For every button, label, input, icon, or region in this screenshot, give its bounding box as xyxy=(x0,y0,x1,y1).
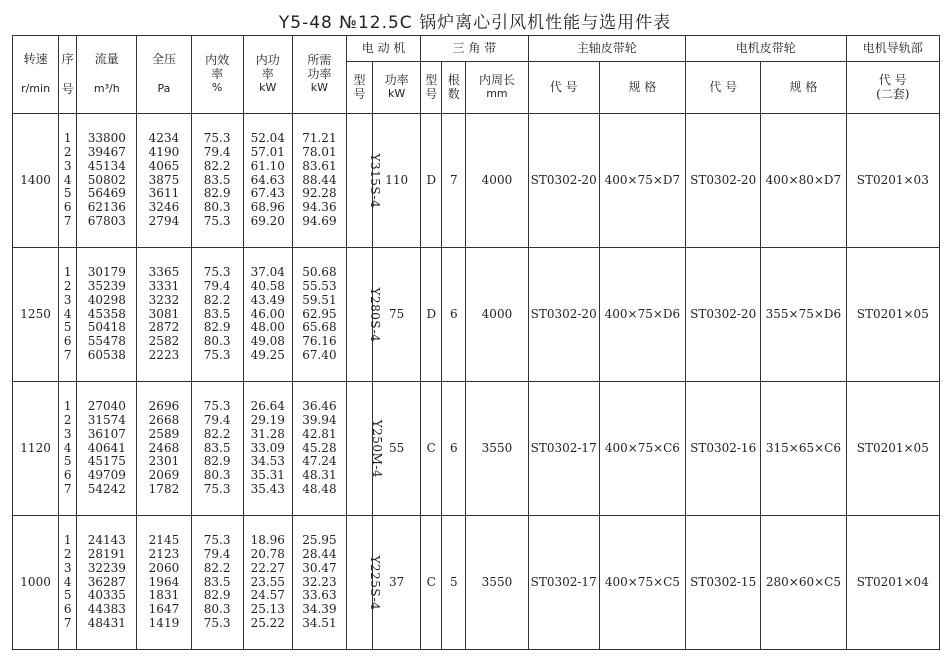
belt-group-header: 三 角 带 xyxy=(421,36,528,62)
req-power-value: 47.24 xyxy=(302,454,337,469)
belt-count-label: 根 xyxy=(447,72,460,87)
req-power-value: 48.31 xyxy=(302,468,337,483)
req-power-list xyxy=(292,114,346,248)
belt-length-value: 3550 xyxy=(466,382,528,516)
motor-power-value: 55 xyxy=(373,382,421,516)
rail-code-value: ST0201×03 xyxy=(846,114,939,248)
req-power-header xyxy=(292,36,346,114)
seq-value: 2 xyxy=(63,413,72,427)
motor-model-label-2: 号 xyxy=(353,86,366,101)
efficiency-list xyxy=(191,248,243,382)
seq-value: 2 xyxy=(63,279,72,293)
flow-label: 流量 xyxy=(94,52,119,67)
inner-power-list xyxy=(243,516,292,650)
pressure-value: 2060 xyxy=(148,560,180,575)
speed-value: 1000 xyxy=(13,516,59,650)
flow-value: 36287 xyxy=(87,574,126,589)
inner-power-value: 35.31 xyxy=(250,468,285,483)
pressure-value: 2589 xyxy=(148,426,180,441)
main-pulley-spec-value: 400×75×D6 xyxy=(599,248,685,382)
main-pulley-code-value: ST0302-17 xyxy=(528,516,599,650)
seq-list xyxy=(59,248,77,382)
motor-power-unit: kW xyxy=(388,87,406,101)
req-power-value: 45.28 xyxy=(302,440,337,455)
seq-list xyxy=(59,114,77,248)
seq-label-2: 号 xyxy=(61,81,74,96)
efficiency-list xyxy=(191,114,243,248)
main-code-header: 代 号 xyxy=(528,62,599,114)
inner-power-value: 23.55 xyxy=(250,574,285,589)
flow-list xyxy=(77,114,137,248)
req-power-value: 78.01 xyxy=(302,145,337,159)
flow-value: 24143 xyxy=(87,533,126,548)
speed-group-row xyxy=(13,516,940,650)
belt-length-header xyxy=(466,62,528,114)
req-power-value: 67.40 xyxy=(302,347,337,362)
req-power-value: 59.51 xyxy=(302,292,337,307)
motor-model-value: Y280S-4 xyxy=(368,287,383,342)
rail-code-label: 代 号 xyxy=(878,72,907,87)
belt-count-value: 6 xyxy=(442,382,466,516)
req-power-value: 76.16 xyxy=(302,334,337,349)
req-power-value: 34.39 xyxy=(302,602,337,617)
pressure-value: 4065 xyxy=(148,158,180,173)
seq-value: 1 xyxy=(63,533,72,548)
belt-type-value: C xyxy=(421,516,442,650)
seq-value: 3 xyxy=(63,292,72,307)
flow-value: 32239 xyxy=(87,560,126,575)
seq-value: 6 xyxy=(63,200,72,215)
pressure-list xyxy=(137,516,191,650)
efficiency-label: 内效 xyxy=(205,53,230,68)
seq-value: 5 xyxy=(63,454,72,469)
flow-value: 60538 xyxy=(87,347,126,362)
inner-power-value: 18.96 xyxy=(250,533,285,548)
inner-power-value: 37.04 xyxy=(250,265,285,280)
inner-power-value: 46.00 xyxy=(250,306,285,321)
seq-list xyxy=(59,382,77,516)
pressure-value: 1419 xyxy=(148,615,180,630)
efficiency-value: 75.3 xyxy=(203,533,231,548)
req-power-value: 28.44 xyxy=(302,547,337,561)
flow-value: 44383 xyxy=(87,602,126,617)
seq-value: 1 xyxy=(63,265,72,280)
belt-length-unit: mm xyxy=(486,87,508,101)
req-power-value: 71.21 xyxy=(302,131,337,146)
req-power-value: 42.81 xyxy=(302,426,337,441)
efficiency-unit: % xyxy=(211,80,223,94)
inner-power-header xyxy=(243,36,292,114)
flow-list xyxy=(77,382,137,516)
inner-power-value: 43.49 xyxy=(250,292,285,307)
inner-power-value: 29.19 xyxy=(250,413,285,427)
motor-model-header xyxy=(346,62,372,114)
seq-value: 4 xyxy=(63,440,72,455)
belt-count-value: 5 xyxy=(442,516,466,650)
flow-value: 45134 xyxy=(87,158,126,173)
pressure-value: 3875 xyxy=(148,172,180,187)
inner-power-value: 57.01 xyxy=(250,145,285,159)
seq-label: 序 xyxy=(61,51,74,66)
speed-value: 1250 xyxy=(13,248,59,382)
motor-pulley-spec-value: 355×75×D6 xyxy=(761,248,846,382)
flow-header xyxy=(77,36,137,114)
req-power-value: 62.95 xyxy=(302,306,337,321)
seq-value: 7 xyxy=(63,481,72,496)
flow-value: 55478 xyxy=(87,334,126,349)
efficiency-value: 82.2 xyxy=(203,426,231,441)
req-power-value: 50.68 xyxy=(302,265,337,280)
flow-value: 50418 xyxy=(87,320,126,335)
seq-list xyxy=(59,516,77,650)
req-power-value: 92.28 xyxy=(302,186,337,201)
belt-type-header xyxy=(421,62,442,114)
inner-power-value: 61.10 xyxy=(250,158,285,173)
seq-value: 5 xyxy=(63,186,72,201)
req-power-list xyxy=(292,248,346,382)
req-power-value: 33.63 xyxy=(302,588,337,603)
flow-value: 30179 xyxy=(87,265,126,280)
inner-power-value: 22.27 xyxy=(250,560,285,575)
pressure-value: 1831 xyxy=(148,588,180,603)
efficiency-list xyxy=(191,382,243,516)
efficiency-value: 83.5 xyxy=(203,306,231,321)
pressure-value: 4190 xyxy=(148,145,180,159)
efficiency-value: 80.3 xyxy=(203,334,231,349)
efficiency-value: 82.9 xyxy=(203,454,231,469)
req-power-value: 88.44 xyxy=(302,172,337,187)
seq-value: 6 xyxy=(63,468,72,483)
inner-power-value: 34.53 xyxy=(250,454,285,469)
efficiency-value: 83.5 xyxy=(203,440,231,455)
speed-label: 转速 xyxy=(23,52,48,67)
speed-group-row xyxy=(13,248,940,382)
inner-power-value: 64.63 xyxy=(250,172,285,187)
seq-value: 7 xyxy=(63,615,72,630)
pressure-value: 2696 xyxy=(148,399,180,414)
pressure-value: 3611 xyxy=(148,186,180,201)
pressure-value: 3365 xyxy=(148,265,180,280)
inner-power-list xyxy=(243,248,292,382)
pressure-value: 2301 xyxy=(148,454,180,469)
req-power-value: 55.53 xyxy=(302,279,337,293)
flow-list xyxy=(77,248,137,382)
inner-power-value: 49.25 xyxy=(250,347,285,362)
rail-code-header xyxy=(846,62,939,114)
req-power-label-2: 功率 xyxy=(307,67,332,82)
pressure-value: 2468 xyxy=(148,440,180,455)
efficiency-list xyxy=(191,516,243,650)
belt-type-value: D xyxy=(421,248,442,382)
efficiency-value: 79.4 xyxy=(203,279,231,293)
flow-value: 54242 xyxy=(87,481,126,496)
inner-power-value: 68.96 xyxy=(250,200,285,215)
pressure-value: 2223 xyxy=(148,347,180,362)
efficiency-value: 75.3 xyxy=(203,347,231,362)
pressure-value: 3232 xyxy=(148,292,180,307)
motor-power-label: 功率 xyxy=(384,73,409,88)
pressure-value: 1647 xyxy=(148,602,180,617)
flow-value: 27040 xyxy=(87,399,126,414)
inner-power-value: 48.00 xyxy=(250,320,285,335)
motor-power-value: 37 xyxy=(373,516,421,650)
pressure-unit: Pa xyxy=(157,82,171,96)
flow-value: 40641 xyxy=(87,440,126,455)
req-power-value: 65.68 xyxy=(302,320,337,335)
pressure-value: 2145 xyxy=(148,533,180,548)
req-power-value: 36.46 xyxy=(302,399,337,414)
speed-value: 1400 xyxy=(13,114,59,248)
flow-value: 36107 xyxy=(87,426,126,441)
rail-code-value: ST0201×05 xyxy=(846,248,939,382)
inner-power-value: 31.28 xyxy=(250,426,285,441)
belt-count-header xyxy=(442,62,466,114)
inner-power-value: 52.04 xyxy=(250,131,285,146)
efficiency-value: 75.3 xyxy=(203,399,231,414)
belt-length-value: 4000 xyxy=(466,248,528,382)
seq-value: 4 xyxy=(63,574,72,589)
seq-value: 1 xyxy=(63,399,72,414)
seq-value: 4 xyxy=(63,172,72,187)
seq-value: 4 xyxy=(63,306,72,321)
pressure-label: 全压 xyxy=(151,52,176,67)
flow-value: 67803 xyxy=(87,213,126,228)
motor-model-value: Y315S-4 xyxy=(368,153,383,208)
efficiency-value: 83.5 xyxy=(203,172,231,187)
motor-model-cell xyxy=(346,114,383,248)
efficiency-value: 79.4 xyxy=(203,145,231,159)
inner-power-value: 49.08 xyxy=(250,334,285,349)
efficiency-value: 82.2 xyxy=(203,292,231,307)
main-pulley-spec-value: 400×75×C6 xyxy=(599,382,685,516)
req-power-value: 32.23 xyxy=(302,574,337,589)
flow-value: 62136 xyxy=(87,200,126,215)
req-power-value: 94.69 xyxy=(302,213,337,228)
inner-power-value: 40.58 xyxy=(250,279,285,293)
motor-power-value: 75 xyxy=(373,248,421,382)
efficiency-value: 80.3 xyxy=(203,468,231,483)
rail-code-value: ST0201×04 xyxy=(846,516,939,650)
main-pulley-code-value: ST0302-17 xyxy=(528,382,599,516)
main-pulley-spec-value: 400×75×D7 xyxy=(599,114,685,248)
inner-power-value: 20.78 xyxy=(250,547,285,561)
efficiency-label-2: 率 xyxy=(211,67,224,82)
inner-power-label: 内功 xyxy=(255,53,280,68)
pressure-value: 2794 xyxy=(148,213,180,228)
efficiency-value: 82.2 xyxy=(203,158,231,173)
seq-value: 5 xyxy=(63,588,72,603)
seq-header xyxy=(59,36,77,114)
performance-table xyxy=(12,35,940,650)
speed-header xyxy=(13,36,59,114)
inner-power-value: 26.64 xyxy=(250,399,285,414)
belt-count-value: 6 xyxy=(442,248,466,382)
req-power-list xyxy=(292,516,346,650)
req-power-value: 39.94 xyxy=(302,413,337,427)
seq-value: 3 xyxy=(63,158,72,173)
belt-length-value: 3550 xyxy=(466,516,528,650)
flow-value: 33800 xyxy=(87,131,126,146)
efficiency-value: 82.9 xyxy=(203,320,231,335)
req-power-value: 25.95 xyxy=(302,533,337,548)
pressure-value: 3246 xyxy=(148,200,180,215)
motor-power-value: 110 xyxy=(373,114,421,248)
motor-power-header xyxy=(373,62,421,114)
belt-count-value: 7 xyxy=(442,114,466,248)
req-power-value: 83.61 xyxy=(302,158,337,173)
flow-list xyxy=(77,516,137,650)
pressure-value: 2582 xyxy=(148,334,180,349)
req-power-value: 94.36 xyxy=(302,200,337,215)
req-power-label: 所需 xyxy=(307,53,332,68)
seq-value: 7 xyxy=(63,347,72,362)
seq-value: 6 xyxy=(63,602,72,617)
motor-group-header: 电 动 机 xyxy=(346,36,420,62)
seq-value: 3 xyxy=(63,560,72,575)
seq-value: 2 xyxy=(63,547,72,561)
req-power-list xyxy=(292,382,346,516)
efficiency-value: 82.9 xyxy=(203,588,231,603)
rail-code-label-2: (二套) xyxy=(876,86,910,101)
efficiency-value: 75.3 xyxy=(203,265,231,280)
seq-value: 5 xyxy=(63,320,72,335)
seq-value: 7 xyxy=(63,213,72,228)
req-power-unit: kW xyxy=(310,80,329,94)
motor-pulley-spec-value: 280×60×C5 xyxy=(761,516,846,650)
belt-length-value: 4000 xyxy=(466,114,528,248)
efficiency-value: 75.3 xyxy=(203,131,231,146)
flow-value: 45175 xyxy=(87,454,126,469)
inner-power-list xyxy=(243,382,292,516)
req-power-value: 34.51 xyxy=(302,615,337,630)
inner-power-list xyxy=(243,114,292,248)
motor-pulley-code-value: ST0302-20 xyxy=(686,114,761,248)
flow-value: 39467 xyxy=(87,145,126,159)
inner-power-value: 35.43 xyxy=(250,481,285,496)
motor-spec-header: 规 格 xyxy=(761,62,846,114)
pressure-value: 3331 xyxy=(148,279,180,293)
seq-value: 3 xyxy=(63,426,72,441)
seq-value: 2 xyxy=(63,145,72,159)
motor-model-value: Y250M-4 xyxy=(370,419,385,478)
belt-count-label-2: 数 xyxy=(447,86,460,101)
belt-length-label: 内周长 xyxy=(478,73,515,88)
speed-group-row xyxy=(13,382,940,516)
efficiency-value: 80.3 xyxy=(203,200,231,215)
belt-type-value: D xyxy=(421,114,442,248)
flow-value: 48431 xyxy=(87,615,126,630)
flow-value: 40335 xyxy=(87,588,126,603)
efficiency-value: 80.3 xyxy=(203,602,231,617)
motor-model-value: Y225S-4 xyxy=(368,555,383,610)
pressure-list xyxy=(137,382,191,516)
motor-pulley-group-header: 电机皮带轮 xyxy=(686,36,847,62)
main-pulley-group-header: 主轴皮带轮 xyxy=(528,36,686,62)
motor-model-cell xyxy=(346,248,383,382)
seq-value: 6 xyxy=(63,334,72,349)
flow-value: 31574 xyxy=(87,413,126,427)
flow-value: 28191 xyxy=(87,547,126,561)
efficiency-value: 79.4 xyxy=(203,413,231,427)
pressure-value: 2872 xyxy=(148,320,180,335)
efficiency-header xyxy=(191,36,243,114)
rail-group-header: 电机导轨部 xyxy=(846,36,939,62)
main-pulley-code-value: ST0302-20 xyxy=(528,248,599,382)
flow-value: 40298 xyxy=(87,292,126,307)
efficiency-value: 79.4 xyxy=(203,547,231,561)
efficiency-value: 75.3 xyxy=(203,481,231,496)
main-pulley-spec-value: 400×75×C5 xyxy=(599,516,685,650)
inner-power-value: 33.09 xyxy=(250,440,285,455)
motor-pulley-code-value: ST0302-15 xyxy=(686,516,761,650)
inner-power-value: 67.43 xyxy=(250,186,285,201)
pressure-value: 3081 xyxy=(148,306,180,321)
efficiency-value: 75.3 xyxy=(203,213,231,228)
pressure-value: 2069 xyxy=(148,468,180,483)
flow-value: 35239 xyxy=(87,279,126,293)
speed-group-row xyxy=(13,114,940,248)
flow-value: 56469 xyxy=(87,186,126,201)
inner-power-label-2: 率 xyxy=(261,67,274,82)
motor-model-cell xyxy=(346,516,383,650)
speed-unit: r/min xyxy=(21,82,51,96)
pressure-value: 2123 xyxy=(148,547,180,561)
efficiency-value: 75.3 xyxy=(203,615,231,630)
motor-model-label: 型 xyxy=(353,72,366,87)
header-row-top xyxy=(13,36,940,62)
pressure-value: 1964 xyxy=(148,574,180,589)
speed-value: 1120 xyxy=(13,382,59,516)
pressure-value: 1782 xyxy=(148,481,180,496)
motor-code-header: 代 号 xyxy=(686,62,761,114)
belt-type-value: C xyxy=(421,382,442,516)
pressure-list xyxy=(137,248,191,382)
belt-type-label-2: 号 xyxy=(425,86,438,101)
seq-value: 1 xyxy=(63,131,72,146)
rail-code-value: ST0201×05 xyxy=(846,382,939,516)
pressure-value: 4234 xyxy=(148,131,180,146)
inner-power-value: 24.57 xyxy=(250,588,285,603)
belt-type-label: 型 xyxy=(425,72,438,87)
motor-pulley-code-value: ST0302-20 xyxy=(686,248,761,382)
efficiency-value: 83.5 xyxy=(203,574,231,589)
inner-power-value: 69.20 xyxy=(250,213,285,228)
pressure-header xyxy=(137,36,191,114)
inner-power-unit: kW xyxy=(259,80,277,94)
main-spec-header: 规 格 xyxy=(599,62,685,114)
req-power-value: 30.47 xyxy=(302,560,337,575)
flow-value: 45358 xyxy=(87,306,126,321)
pressure-list xyxy=(137,114,191,248)
motor-pulley-code-value: ST0302-16 xyxy=(686,382,761,516)
motor-model-cell xyxy=(346,382,385,516)
efficiency-value: 82.2 xyxy=(203,560,231,575)
page-title: Y5-48 №12.5C 锅炉离心引风机性能与选用件表 xyxy=(278,13,672,33)
motor-pulley-spec-value: 400×80×D7 xyxy=(761,114,846,248)
flow-value: 49709 xyxy=(87,468,126,483)
inner-power-value: 25.13 xyxy=(250,602,285,617)
efficiency-value: 82.9 xyxy=(203,186,231,201)
flow-unit: m³/h xyxy=(93,82,120,96)
motor-pulley-spec-value: 315×65×C6 xyxy=(761,382,846,516)
main-pulley-code-value: ST0302-20 xyxy=(528,114,599,248)
pressure-value: 2668 xyxy=(148,413,180,427)
req-power-value: 48.48 xyxy=(302,481,337,496)
inner-power-value: 25.22 xyxy=(250,615,285,630)
flow-value: 50802 xyxy=(87,172,126,187)
